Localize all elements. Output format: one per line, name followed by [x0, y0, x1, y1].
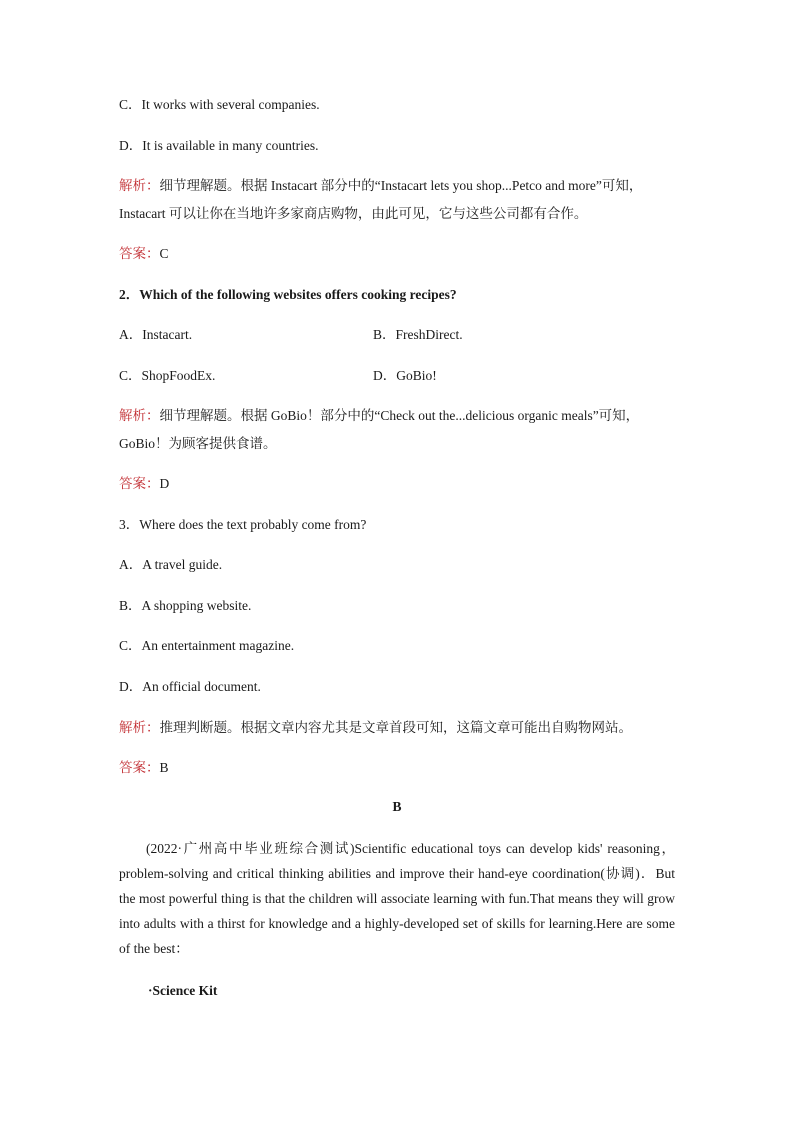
q1-analysis-line1 — [119, 177, 642, 195]
answer-value: C — [159, 246, 169, 261]
q3-option-b: B．A shopping website. — [119, 598, 252, 613]
answer-value: B — [159, 760, 169, 775]
q3-answer — [119, 759, 169, 777]
analysis-text: 推理判断题。根据文章内容尤其是文章首段可知，这篇文章可能出自购物网站。 — [159, 720, 632, 735]
q3-question: 3．Where does the text probably come from? — [119, 517, 367, 532]
q2-option-d: D．GoBio! — [373, 368, 437, 383]
answer-label: 答案： — [119, 476, 160, 491]
q3-analysis — [119, 719, 632, 737]
q2-option-c: C．ShopFoodEx. — [119, 368, 216, 383]
q1-analysis-line2: Instacart 可以让你在当地许多家商店购物，由此可见，它与这些公司都有合作。 — [119, 206, 588, 221]
q1-option-c: C．It works with several companies. — [119, 97, 320, 112]
answer-label: 答案： — [119, 760, 160, 775]
q2-analysis-line1 — [119, 407, 639, 425]
q2-question: 2．Which of the following websites offers cooking recipes? — [119, 287, 457, 302]
q1-answer — [119, 245, 169, 263]
analysis-label: 解析： — [119, 720, 160, 735]
analysis-label: 解析： — [119, 408, 160, 423]
q1-option-d: D．It is available in many countries. — [119, 138, 319, 153]
q2-options-row1 — [119, 326, 192, 344]
analysis-label: 解析： — [119, 178, 160, 193]
analysis-text: 细节理解题。根据 GoBio！部分中的“Check out the...delicious organic meals”可知， — [159, 408, 640, 423]
q3-option-a: A．A travel guide. — [119, 557, 223, 572]
q2-option-b: B．FreshDirect. — [373, 327, 463, 342]
q3-option-d: D．An official document. — [119, 679, 261, 694]
q2-option-a: A．Instacart. — [119, 327, 193, 342]
answer-value: D — [159, 476, 170, 491]
q2-answer — [119, 475, 169, 493]
bullet-item: ·Science Kit — [148, 983, 218, 998]
analysis-text: 细节理解题。根据 Instacart 部分中的“Instacart lets you shop...Petco and more”可知， — [159, 178, 643, 193]
section-heading: B — [392, 799, 402, 814]
q3-option-c: C．An entertainment magazine. — [119, 638, 295, 653]
answer-label: 答案： — [119, 246, 160, 261]
section-paragraph: (2022·广州高中毕业班综合测试)Scientific educational toys can develop kids' reasoning，problem-solving and critical thinking abilities and improve their hand-eye coordination(协调)．But the most powerful thing is that the children will associate learning with fun.That means they will grow into adults with a thirst for knowledge and a highly-developed set of skills for learning.Here are some of the best： — [119, 841, 675, 956]
q2-analysis-line2: GoBio！为顾客提供食谱。 — [119, 436, 277, 451]
